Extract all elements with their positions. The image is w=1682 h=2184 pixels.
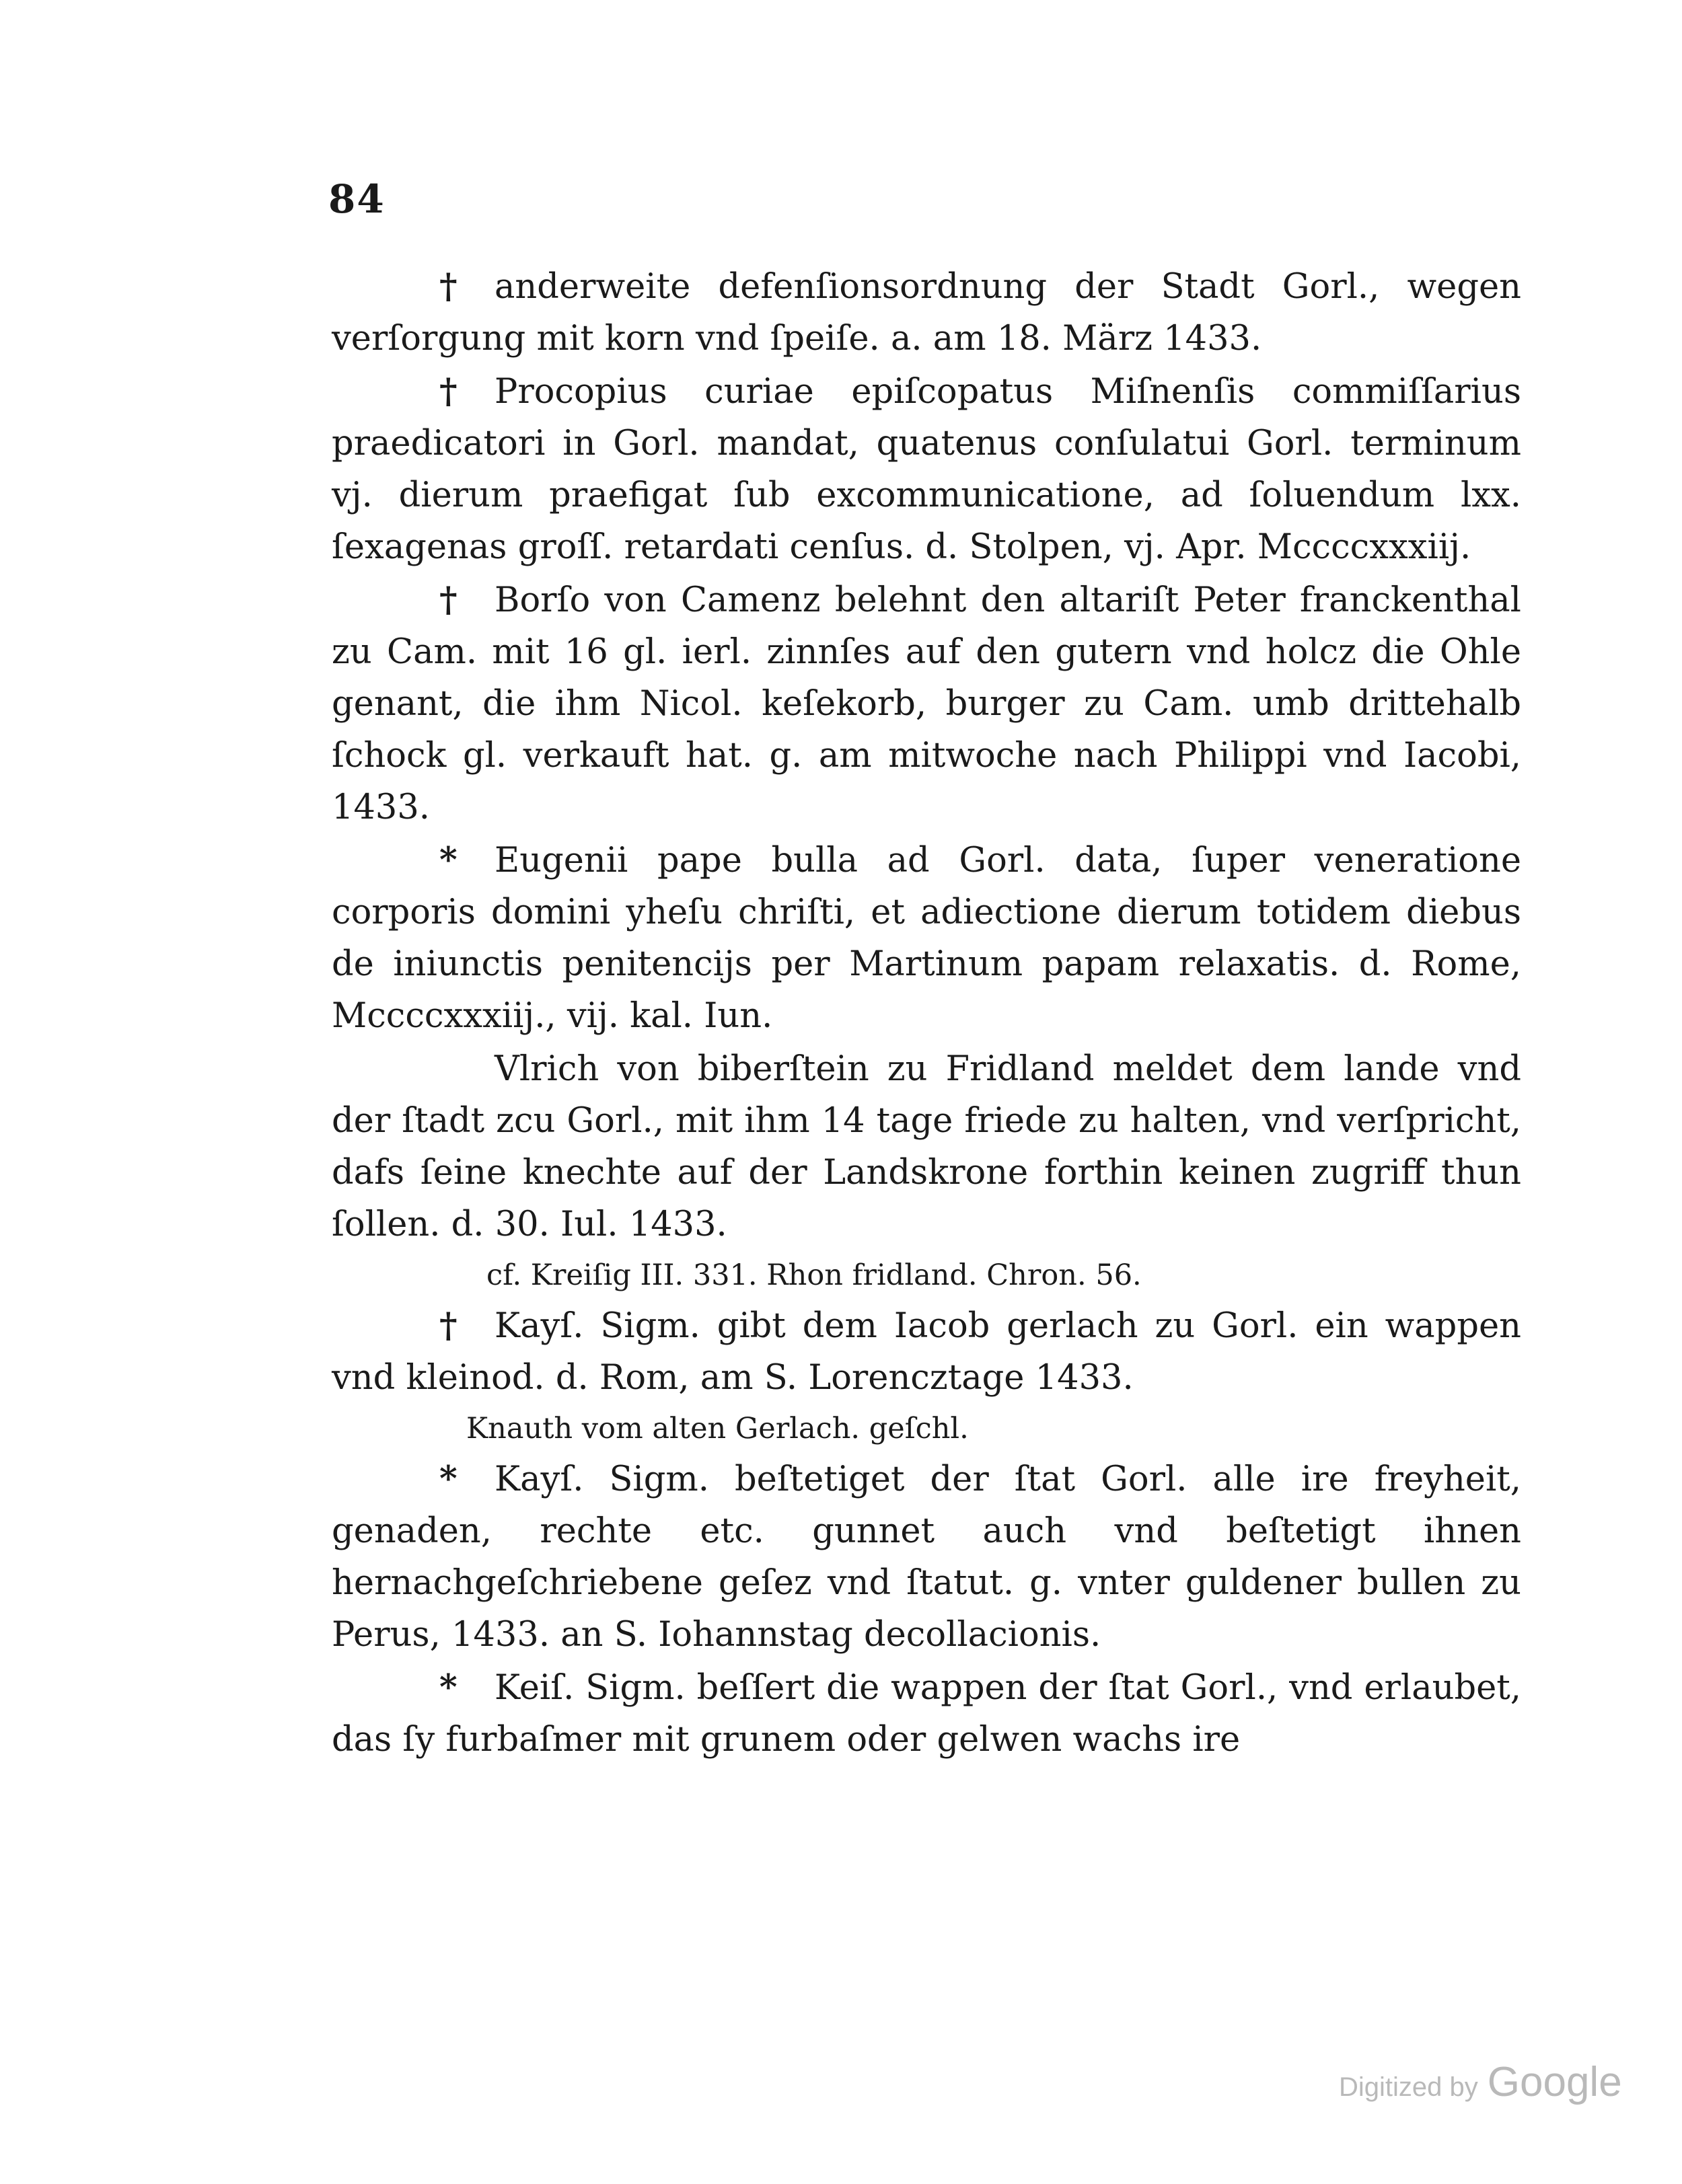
entry-text: Kayſ. Sigm. gibt dem Iacob gerlach zu Gorl. ein wappen vnd kleinod. d. Rom, am S. Lorencztage 1433. [332,1306,1521,1398]
entry-procopius-mandate [332,366,1521,573]
entry-text: Borſo von Camenz belehnt den altariſt Peter franckenthal zu Cam. mit 16 gl. ierl. zinnſes auf den gutern vnd holcz die Ohle genant, die ihm Nicol. keſekorb, burger zu Cam. umb drittehalb ſchock gl. verkauft hat. g. am mitwoche nach Philippi vnd Iacobi, 1433. [332,580,1521,827]
asterisk-marker: * [439,1667,458,1708]
dagger-marker: † [439,371,458,412]
text-column [332,261,1521,1767]
entry-borso-fief [332,574,1521,833]
entry-text: Vlrich von biberſtein zu Fridland meldet dem lande vnd der ſtadt zcu Gorl., mit ihm 14 tage friede zu halten, vnd verſpricht, dafs ſeine knechte auf der Landskrone forthin keinen zugriff thun ſollen. d. 30. Iul. 1433. [332,1049,1521,1244]
entry-text: Procopius curiae epiſcopatus Miſnenſis commiſſarius praedicatori in Gorl. mandat, quatenus conſulatui Gorl. terminum vj. dierum praefigat ſub excommunicatione, ad ſoluendum lxx. ſexagenas groſſ. retardati cenſus. d. Stolpen, vj. Apr. Mccccxxxiij. [332,372,1521,567]
dagger-marker: † [439,580,458,620]
dagger-marker: † [439,266,458,307]
entry-text: Keiſ. Sigm. beſſert die wappen der ſtat Gorl., vnd erlaubet, das ſy furbaſmer mit grunem oder gelwen wachs ire [332,1668,1521,1760]
watermark-prefix: Digitized by [1339,2072,1478,2102]
entry-eugenius-bull [332,835,1521,1042]
entry-gerlach-arms [332,1300,1521,1404]
entry-defense-order [332,261,1521,365]
asterisk-marker: * [439,1459,458,1499]
source-note-kreisig: cf. Kreiſig III. 331. Rhon fridland. Chron. 56. [486,1258,1142,1292]
watermark-brand: Google [1487,2059,1622,2105]
entry-text: Eugenii pape bulla ad Gorl. data, ſuper veneratione corporis domini yheſu chriſti, et adiectione dierum totidem diebus de iniunctis penitencijs per Martinum papam relaxatis. d. Rome, Mccccxxxiij., vij. kal. Iun. [332,841,1521,1036]
entry-biberstein-truce [332,1043,1521,1250]
entry-sigmund-arms [332,1662,1521,1766]
dagger-marker: † [439,1306,458,1346]
asterisk-marker: * [439,840,458,880]
entry-text: Kayſ. Sigm. beſtetiget der ſtat Gorl. alle ire freyheit, genaden, rechte etc. gunnet auch vnd beſtetigt ihnen hernachgeſchriebene geſez vnd ſtatut. g. vnter guldener bullen zu Perus, 1433. an S. Iohannstag decollacionis. [332,1460,1521,1655]
entry-text: anderweite defenſionsordnung der Stadt Gorl., wegen verſorgung mit korn vnd ſpeiſe. a. am 18. März 1433. [332,267,1521,359]
source-note-knauth: Knauth vom alten Gerlach. geſchl. [466,1412,969,1445]
entry-sigmund-confirmation [332,1454,1521,1661]
digitized-by-google-watermark [1339,2058,1622,2106]
page-number: 84 [328,176,386,222]
